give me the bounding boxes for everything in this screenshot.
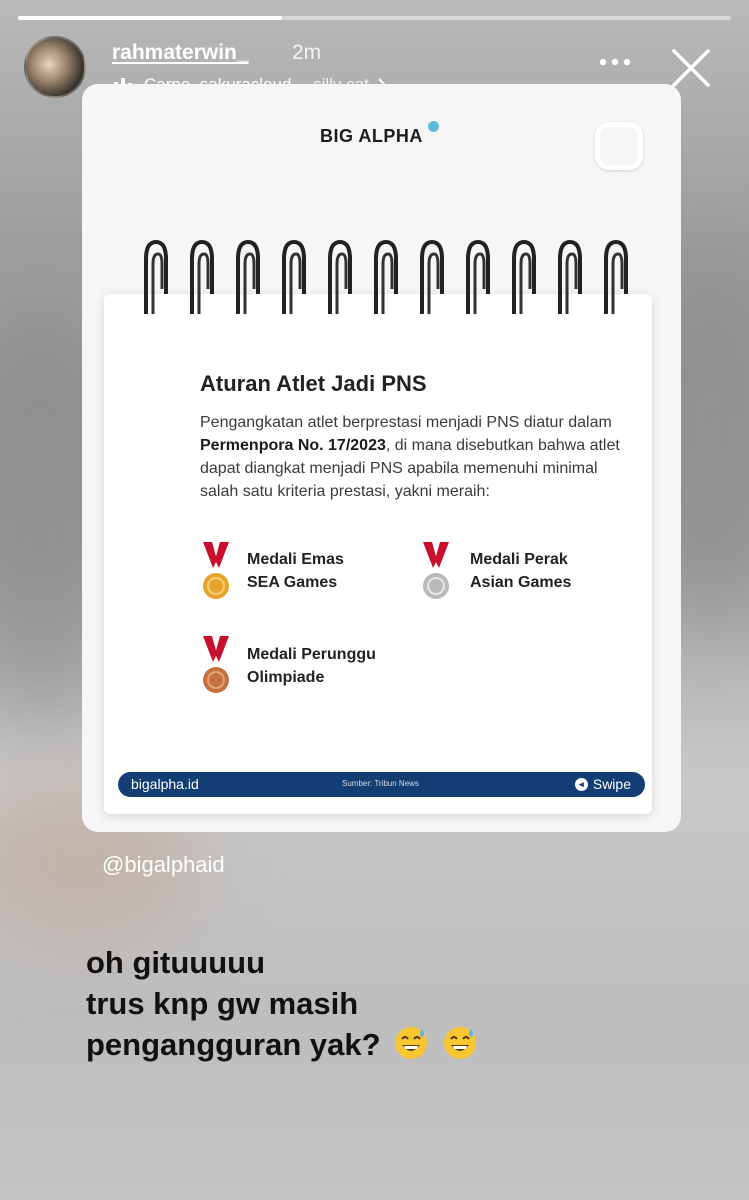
website-label: bigalpha.id (131, 776, 199, 792)
binding-ring (468, 242, 488, 314)
caption-line: oh gituuuuu (86, 945, 266, 980)
post-time: 2m (292, 41, 322, 64)
binding-ring (514, 242, 534, 314)
binding-ring (422, 242, 442, 314)
binding-ring (330, 242, 350, 314)
post-body (200, 411, 620, 503)
story-caption (86, 942, 478, 1065)
binding-ring (146, 242, 166, 314)
medal-label-silver (470, 548, 571, 594)
medal-label-line: Medali Emas (247, 551, 344, 568)
brand-logo-dot (428, 121, 439, 132)
medal-label-line: SEA Games (247, 574, 338, 591)
caption-line: trus knp gw masih (86, 986, 359, 1021)
grinning-sweat-emoji-icon (442, 1025, 478, 1061)
spiral-binding (130, 234, 630, 324)
medal-label-line: Medali Perunggu (247, 646, 376, 663)
post-title: Aturan Atlet Jadi PNS (200, 371, 427, 396)
swipe-hint (575, 776, 631, 792)
post-footer-bar (118, 772, 645, 797)
binding-ring (238, 242, 258, 314)
close-icon[interactable] (671, 48, 711, 88)
bronze-medal-icon (200, 636, 232, 696)
username[interactable]: rahmaterwin_ (112, 41, 249, 64)
medal-label-line: Medali Perak (470, 551, 568, 568)
binding-ring (192, 242, 212, 314)
gold-medal-icon (200, 542, 232, 602)
swipe-arrow-icon: ◂ (575, 778, 588, 791)
post-body-bold: Permenpora No. 17/2023 (200, 437, 386, 454)
post-body-text: , di mana disebutkan bahwa atlet dapat diangkat menjadi PNS apabila memenuhi minimal salah satu kriteria prestasi, yakni meraih: (200, 437, 620, 500)
binding-ring (606, 242, 626, 314)
instagram-watermark-icon (595, 122, 643, 170)
silver-medal-icon (420, 542, 452, 602)
medal-label-gold (247, 548, 344, 594)
binding-ring (560, 242, 580, 314)
medal-label-line: Olimpiade (247, 669, 325, 686)
caption-line: pengangguran yak? (86, 1027, 381, 1062)
binding-ring (284, 242, 304, 314)
more-options-icon[interactable] (599, 58, 631, 66)
caption-line-with-emoji (86, 1024, 478, 1065)
medal-label-line: Asian Games (470, 574, 572, 591)
story-progress-fill (18, 16, 282, 20)
post-body-text: Pengangkatan atlet berprestasi menjadi PNS diatur dalam (200, 414, 612, 431)
shared-post-card[interactable] (82, 84, 681, 832)
mention-sticker[interactable]: @bigalphaid (102, 852, 225, 877)
grinning-sweat-emoji-icon (393, 1025, 429, 1061)
avatar[interactable] (24, 36, 86, 98)
notepad-page (104, 294, 652, 814)
source-label: Sumber: Tribun News (342, 779, 419, 788)
brand-logo: BIG ALPHA (320, 126, 423, 146)
swipe-label: Swipe (592, 776, 631, 792)
story-progress-bar (18, 16, 731, 20)
medal-label-bronze (247, 643, 376, 689)
binding-ring (376, 242, 396, 314)
